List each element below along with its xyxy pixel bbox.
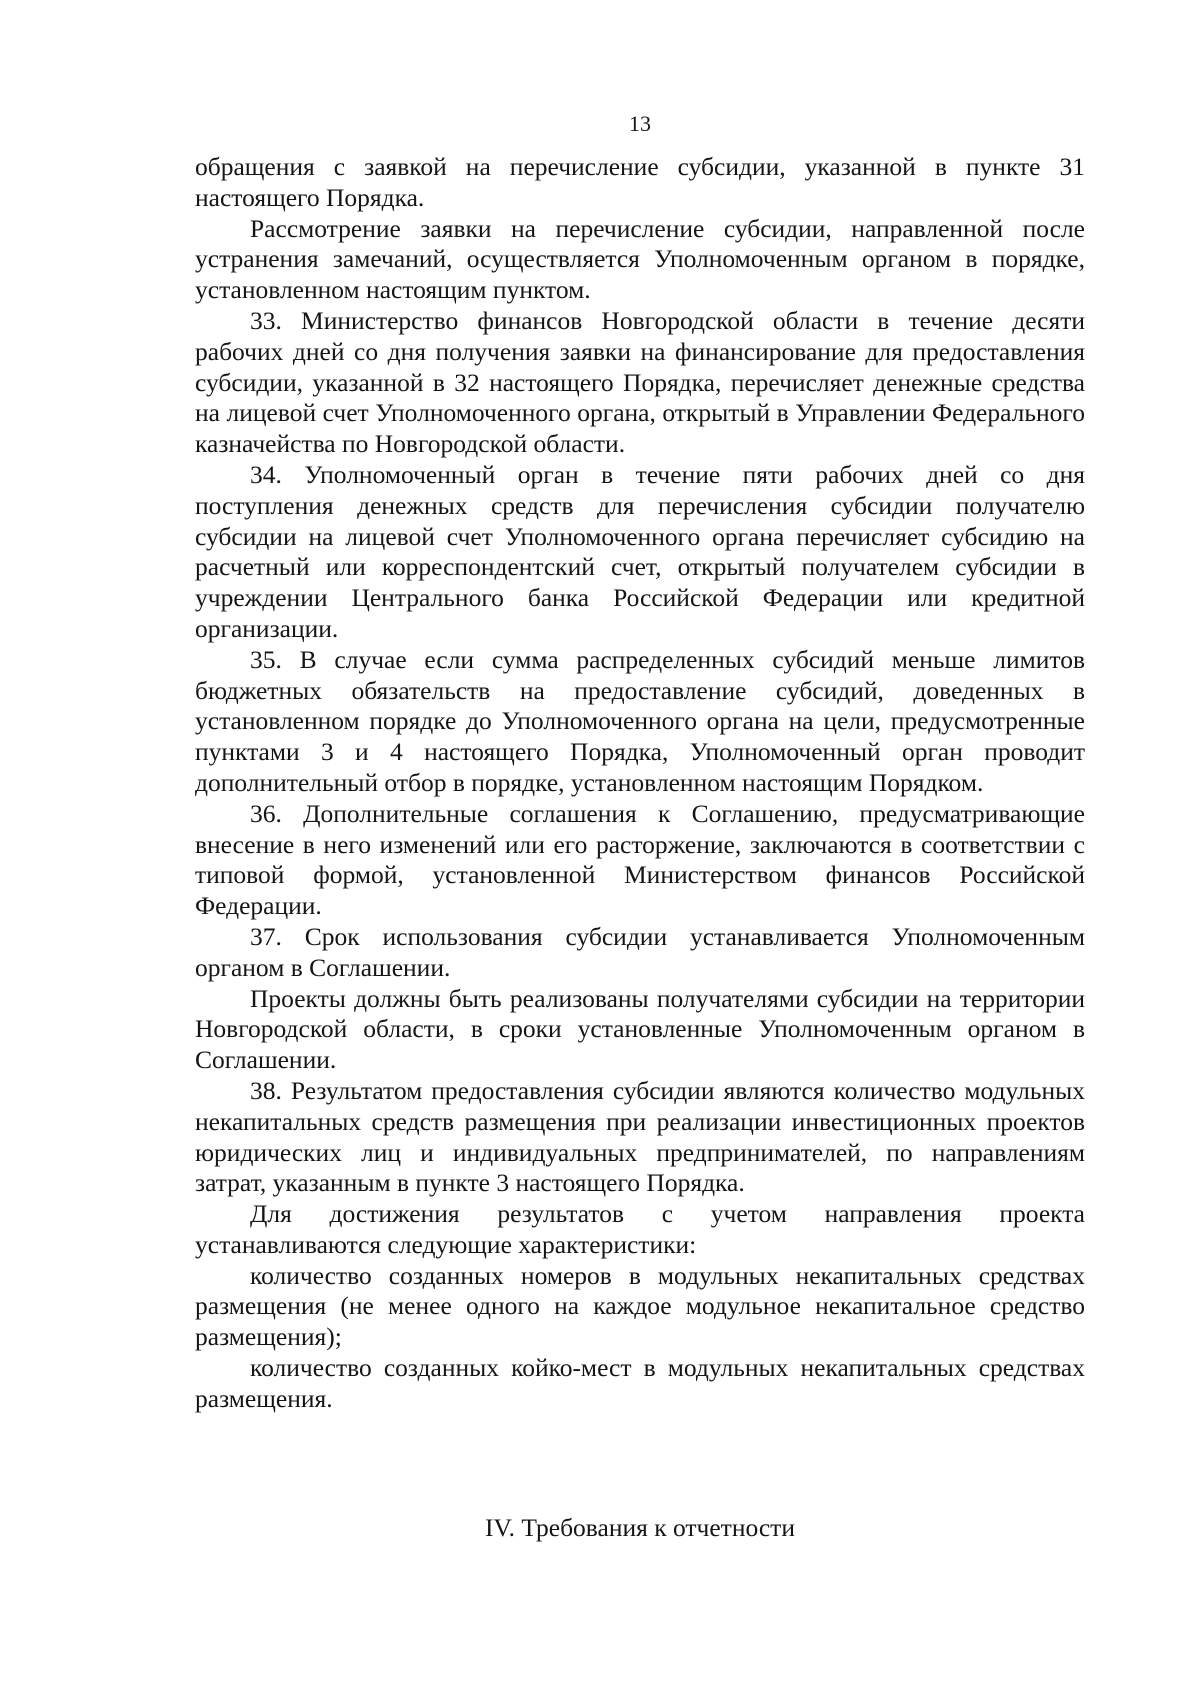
paragraph-34: 34. Уполномоченный орган в течение пяти рабочих дней со дня поступления денежных средств для перечисления субсидии получателю субсидии на лицевой счет Уполномоченного органа перечисляет субсидию на расчетный или корреспондентский счет, открытый получателем субсидии в учреждении Центрального банка Российской Федерации или кредитной организации. [195,459,1085,643]
paragraph-characteristics: Для достижения результатов с учетом направления проекта устанавливаются следующие характеристики: [195,1199,1085,1259]
paragraph-review-of-request: Рассмотрение заявки на перечисление субсидии, направленной после устранения замечаний, осуществляется Уполномоченным органом в порядке, установленном настоящим пунктом. [195,213,1085,305]
paragraph-beds-count: количество созданных койко-мест в модульных некапитальных средствах размещения. [195,1353,1085,1413]
paragraph-36: 36. Дополнительные соглашения к Соглашению, предусматривающие внесение в него изменений или его расторжение, заключаются в соответствии с типовой формой, установленной Министерством финансов Российской Федерации. [195,798,1085,921]
paragraph-37: 37. Срок использования субсидии устанавливается Уполномоченным органом в Соглашении. [195,921,1085,982]
section-heading: IV. Требования к отчетности [485,1513,795,1542]
paragraph-projects: Проекты должны быть реализованы получателями субсидии на территории Новгородской области, в сроки установленные Уполномоченным органом в Соглашении. [195,983,1085,1075]
paragraph-rooms-count: количество созданных номеров в модульных некапитальных средствах размещения (не менее одного на каждое модульное некапитальное средство размещения); [195,1260,1085,1352]
paragraph-continuation: обращения с заявкой на перечисление субсидии, указанной в пункте 31 настоящего Порядка. [195,152,1085,212]
paragraph-38: 38. Результатом предоставления субсидии являются количество модульных некапитальных средств размещения при реализации инвестиционных проектов юридических лиц и индивидуальных предпринимателей, по направлениям затрат, указанным в пункте 3 настоящего Порядка. [195,1075,1085,1198]
document-body [195,152,1085,1415]
paragraph-35: 35. В случае если сумма распределенных субсидий меньше лимитов бюджетных обязательств на предоставление субсидий, доведенных в установленном порядке до Уполномоченного органа на цели, предусмотренные пунктами 3 и 4 настоящего Порядка, Уполномоченный орган проводит дополнительный отбор в порядке, установленном настоящим Порядком. [195,644,1085,797]
page-number: 13 [629,111,651,136]
paragraph-33: 33. Министерство финансов Новгородской области в течение десяти рабочих дней со дня получения заявки на финансирование для предоставления субсидии, указанной в 32 настоящего Порядка, перечисляет денежные средства на лицевой счет Уполномоченного органа, открытый в Управлении Федерального казначейства по Новгородской области. [195,305,1085,459]
